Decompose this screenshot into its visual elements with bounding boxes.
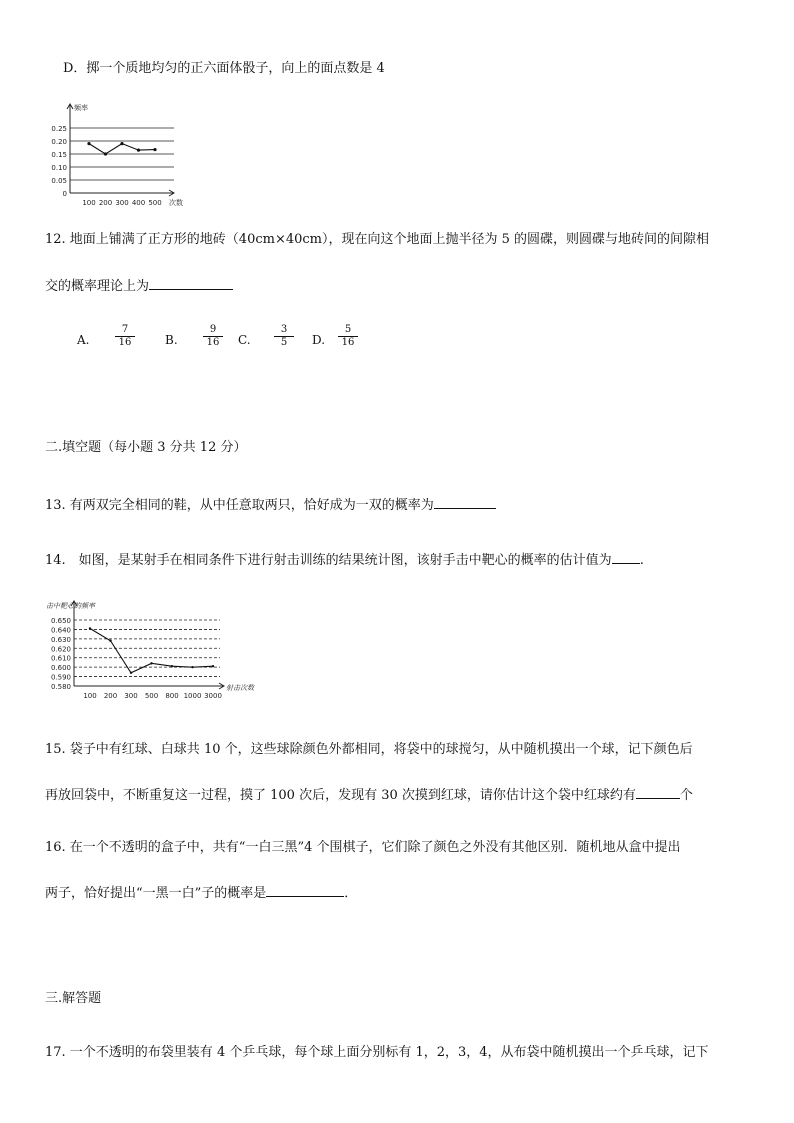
y-tick-label: 0.650 [50, 617, 71, 625]
y-axis-title: 击中靶心的频率 [46, 602, 95, 610]
x-tick-label: 200 [98, 199, 113, 207]
data-point [130, 672, 132, 674]
y-tick-label: 0.05 [51, 177, 67, 185]
q16-line2-text: 两子，恰好提出“一黑一白”子的概率是 [45, 886, 267, 901]
x-tick-label: 300 [124, 692, 138, 700]
data-point [120, 142, 123, 145]
y-tick-label: 0.20 [51, 138, 67, 146]
section2-title: 二.填空题（每小题 3 分共 12 分） [45, 440, 247, 455]
y-axis-title: 频率 [74, 104, 88, 112]
x-tick-label: 800 [165, 692, 179, 700]
q12-option-d-numerator: 5 [338, 324, 358, 337]
x-tick-label: 200 [103, 692, 118, 700]
q14 [45, 551, 644, 569]
q13-text: 13. 有两双完全相同的鞋，从中任意取两只，恰好成为一双的概率为 [45, 498, 434, 513]
q15-line2-text: 再放回袋中，不断重复这一过程，摸了 100 次后，发现有 30 次摸到红球，请你估计这个袋中红球约有 [45, 788, 636, 803]
q12-option-a-numerator: 7 [115, 324, 135, 337]
x-tick-label: 400 [131, 199, 146, 207]
x-tick-label: 3000 [204, 692, 222, 700]
q14-period: . [639, 553, 644, 568]
data-point [212, 665, 214, 667]
data-point [104, 152, 107, 155]
q11-option-d: D．掷一个质地均匀的正六面体骰子，向上的面点数是 4 [63, 61, 385, 76]
y-tick-label: 0.10 [51, 164, 67, 172]
data-point [109, 640, 111, 642]
q12-option-d-denominator: 16 [341, 337, 355, 348]
y-tick-label: 0.590 [50, 673, 71, 682]
y-tick-label: 0.610 [50, 654, 71, 663]
y-tick-label: 0.630 [50, 635, 71, 644]
section3-title: 三.解答题 [45, 991, 102, 1006]
q12-option-b-label: B. [165, 333, 178, 347]
y-tick-label: 0.640 [50, 626, 71, 635]
q12-option-a-label: A. [77, 333, 90, 347]
x-axis-title: 射击次数 [226, 684, 254, 692]
q15-answer-blank [636, 786, 680, 799]
q12-option-a-denominator: 16 [118, 337, 132, 348]
q15-line2 [45, 786, 693, 804]
y-tick-label: 0.600 [50, 664, 71, 673]
data-point [137, 149, 140, 152]
x-tick-label: 500 [148, 199, 162, 207]
data-point [89, 627, 91, 629]
x-tick-label: 100 [82, 199, 96, 207]
data-point [153, 148, 156, 151]
q15-line1: 15. 袋子中有红球、白球共 10 个，这些球除颜色外都相同，将袋中的球搅匀，从中随机摸出一个球，记下颜色后 [45, 742, 693, 757]
q12-option-d-fraction [338, 324, 358, 349]
shooting-frequency-line-chart [44, 597, 274, 713]
q12-line2-text: 交的概率理论上为 [45, 279, 150, 294]
x-tick-label: 300 [115, 199, 129, 207]
data-point [150, 662, 152, 664]
q12-option-c-numerator: 3 [274, 324, 294, 337]
q12-option-c-fraction [274, 324, 294, 349]
y-tick-label: 0.15 [51, 151, 67, 159]
q13 [45, 496, 496, 514]
q12-option-a-fraction [115, 324, 135, 349]
q12-option-b-fraction [203, 324, 223, 349]
q12-option-c-denominator: 5 [280, 337, 288, 348]
q17-line1: 17. 一个不透明的布袋里装有 4 个乒乓球，每个球上面分别标有 1，2，3，4，从布袋中随机摸出一个乒乓球，记下 [45, 1045, 709, 1060]
q14-answer-blank [612, 551, 640, 564]
q16-period: ． [344, 886, 358, 901]
y-tick-label: 0.620 [50, 645, 71, 654]
q15-unit: 个 [679, 788, 693, 803]
q12-option-c-label: C. [238, 333, 251, 347]
q12-option-d-label: D. [312, 333, 326, 347]
x-tick-label: 100 [83, 692, 97, 700]
x-axis-title: 次数 [169, 199, 183, 207]
q16-line2 [45, 884, 357, 902]
q14-text: 14. 如图，是某射手在相同条件下进行射击训练的结果统计图，该射手击中靶心的概率的估计值为 [45, 553, 612, 568]
q16-line1: 16. 在一个不透明的盒子中，共有“一白三黑”4 个围棋子，它们除了颜色之外没有其他区别．随机地从盒中提出 [45, 840, 681, 855]
q12-answer-blank [149, 277, 233, 290]
data-point [87, 142, 90, 145]
q13-answer-blank [434, 496, 496, 509]
q12-option-b-denominator: 16 [206, 337, 220, 348]
series-line [90, 628, 213, 672]
q12-option-b-numerator: 9 [203, 324, 223, 337]
data-point [191, 666, 193, 668]
y-tick-label: 0.25 [51, 125, 67, 133]
q12-line1: 12. 地面上铺满了正方形的地砖（40cm×40cm），现在向这个地面上抛半径为 5 的圆碟，则圆碟与地砖间的间隙相 [45, 232, 710, 247]
data-point [171, 665, 173, 667]
x-tick-label: 1000 [183, 692, 202, 700]
x-tick-label: 500 [144, 692, 159, 700]
q16-answer-blank [266, 884, 344, 897]
frequency-line-chart [44, 100, 194, 210]
q12-line2 [45, 277, 233, 295]
y-tick-label: 0 [62, 190, 67, 198]
y-tick-label: 0.580 [50, 683, 71, 691]
